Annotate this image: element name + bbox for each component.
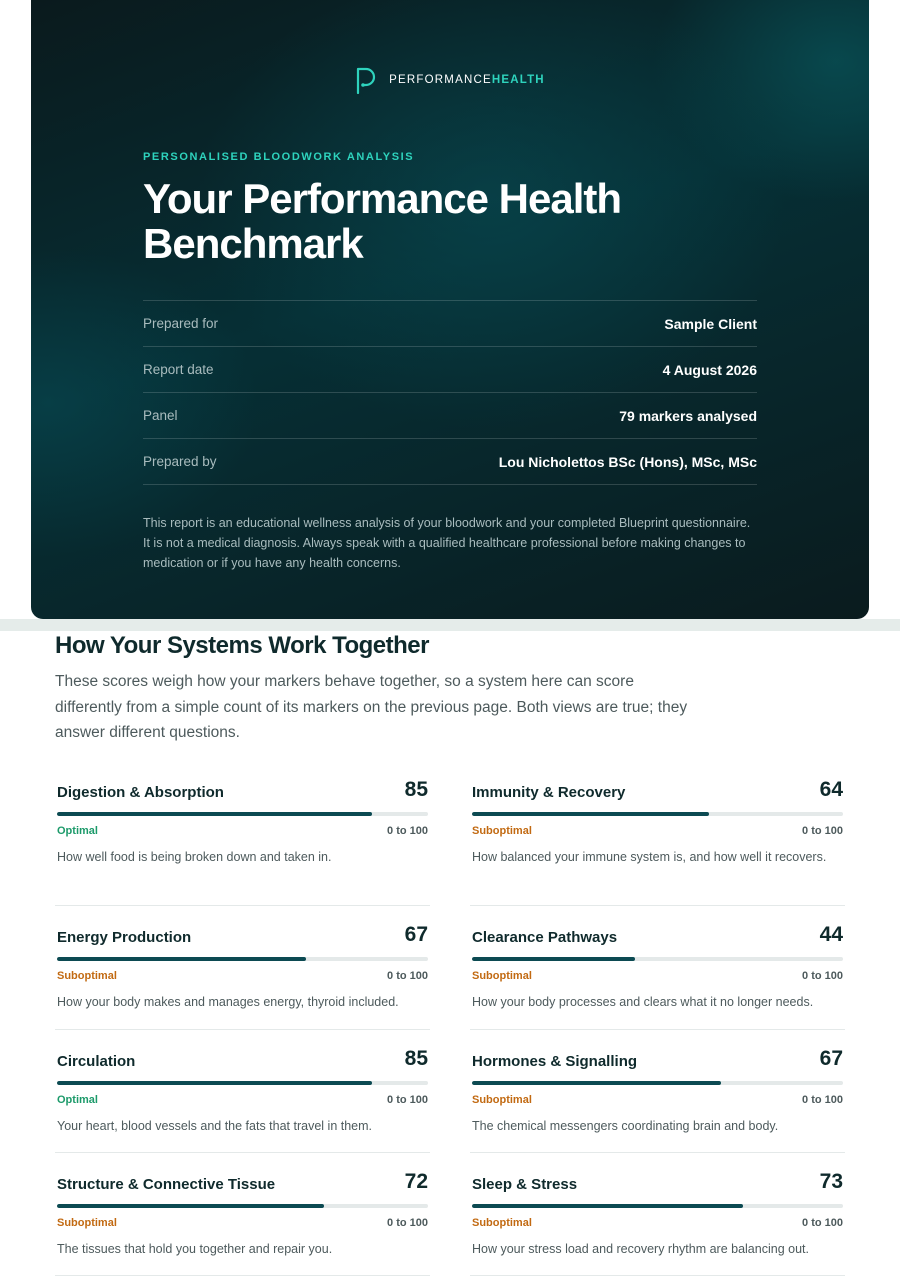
system-description: How your stress load and recovery rhythm are balancing out. bbox=[472, 1242, 809, 1256]
score-bar-track bbox=[57, 1204, 428, 1208]
disclaimer-text: This report is an educational wellness analysis of your bloodwork and your completed Blueprint questionnaire. It is not a medical diagnosis. Always speak with a qualified healthcare professional before making changes to medication or if you have any health concerns. bbox=[143, 516, 751, 570]
system-card-header bbox=[470, 772, 845, 802]
score-range: 0 to 100 bbox=[802, 825, 843, 837]
system-card bbox=[55, 1041, 430, 1137]
system-description: How balanced your immune system is, and how well it recovers. bbox=[472, 850, 827, 864]
system-card bbox=[55, 772, 430, 868]
system-card bbox=[470, 1041, 845, 1137]
system-description: How your body makes and manages energy, thyroid included. bbox=[57, 995, 399, 1009]
system-score: 85 bbox=[404, 1047, 428, 1070]
score-bar-fill bbox=[472, 1081, 721, 1085]
system-description: How your body processes and clears what it no longer needs. bbox=[472, 995, 814, 1009]
card-divider bbox=[470, 1029, 845, 1030]
score-bar-track bbox=[57, 812, 428, 816]
system-status: Optimal bbox=[57, 825, 98, 837]
score-range: 0 to 100 bbox=[387, 1094, 428, 1106]
system-status: Suboptimal bbox=[472, 825, 532, 837]
system-card-subline bbox=[470, 825, 845, 837]
cover-panel bbox=[31, 0, 869, 619]
brand-name-part2: HEALTH bbox=[491, 74, 545, 86]
system-name: Immunity & Recovery bbox=[472, 784, 626, 801]
system-card-subline bbox=[470, 970, 845, 982]
section-title: How Your Systems Work Together bbox=[55, 632, 429, 659]
system-name: Structure & Connective Tissue bbox=[57, 1176, 276, 1193]
score-bar-fill bbox=[57, 957, 306, 961]
card-divider bbox=[55, 1275, 430, 1276]
system-status: Optimal bbox=[57, 1094, 98, 1106]
system-card-header bbox=[55, 1164, 430, 1194]
system-card bbox=[470, 772, 845, 868]
score-bar-fill bbox=[472, 1204, 743, 1208]
system-card-header bbox=[470, 1164, 845, 1194]
system-card bbox=[55, 1164, 430, 1260]
system-description: The chemical messengers coordinating brain and body. bbox=[472, 1119, 779, 1133]
card-divider bbox=[55, 1029, 430, 1030]
brand-name bbox=[389, 74, 545, 86]
system-card bbox=[470, 1164, 845, 1260]
system-score: 64 bbox=[819, 778, 843, 801]
system-card-subline bbox=[55, 970, 430, 982]
score-bar-track bbox=[57, 957, 428, 961]
system-card-header bbox=[470, 1041, 845, 1071]
system-name: Sleep & Stress bbox=[472, 1176, 578, 1193]
system-description: Your heart, blood vessels and the fats that travel in them. bbox=[57, 1119, 373, 1133]
score-bar-track bbox=[472, 1081, 843, 1085]
system-status: Suboptimal bbox=[472, 1217, 532, 1229]
cover-eyebrow: PERSONALISED BLOODWORK ANALYSIS bbox=[143, 151, 415, 163]
meta-label: Report date bbox=[143, 362, 214, 377]
system-score: 67 bbox=[819, 1047, 843, 1070]
card-divider bbox=[470, 1275, 845, 1276]
score-range: 0 to 100 bbox=[802, 1094, 843, 1106]
system-name: Energy Production bbox=[57, 929, 192, 946]
meta-value: 79 markers analysed bbox=[619, 407, 757, 424]
system-card-subline bbox=[55, 1217, 430, 1229]
meta-value: Sample Client bbox=[664, 315, 757, 332]
p-monogram-logo-icon bbox=[355, 66, 379, 94]
system-name: Digestion & Absorption bbox=[57, 784, 224, 801]
score-range: 0 to 100 bbox=[387, 970, 428, 982]
system-card bbox=[470, 917, 845, 1013]
score-range: 0 to 100 bbox=[387, 825, 428, 837]
system-name: Hormones & Signalling bbox=[472, 1053, 638, 1070]
meta-label: Panel bbox=[143, 408, 178, 423]
system-card-header bbox=[55, 1041, 430, 1071]
card-divider bbox=[470, 905, 845, 906]
score-bar-fill bbox=[472, 957, 635, 961]
system-card-subline bbox=[470, 1217, 845, 1229]
report-title: Your Performance Health Benchmark bbox=[143, 175, 622, 267]
meta-label: Prepared by bbox=[143, 454, 217, 469]
system-score: 85 bbox=[404, 778, 428, 801]
system-card-subline bbox=[55, 825, 430, 837]
score-bar-fill bbox=[472, 812, 709, 816]
section-intro: These scores weigh how your markers behave together, so a system here can score differently from a simple count of its markers on the previous page. Both views are true; they answer different questions. bbox=[55, 673, 688, 741]
meta-value: Lou Nicholettos BSc (Hons), MSc, MSc bbox=[498, 453, 757, 470]
score-range: 0 to 100 bbox=[802, 1217, 843, 1229]
report-meta-table bbox=[143, 300, 757, 485]
brand-name-part1: PERFORMANCE bbox=[389, 74, 492, 86]
meta-value: 4 August 2026 bbox=[662, 361, 757, 378]
score-bar-track bbox=[57, 1081, 428, 1085]
meta-row-prepared-by bbox=[143, 439, 757, 485]
score-bar-track bbox=[472, 957, 843, 961]
system-card bbox=[55, 917, 430, 1013]
score-bar-fill bbox=[57, 1081, 372, 1085]
system-status: Suboptimal bbox=[57, 970, 117, 982]
system-score: 72 bbox=[404, 1170, 428, 1193]
card-divider bbox=[55, 905, 430, 906]
score-bar-track bbox=[472, 812, 843, 816]
system-score: 73 bbox=[819, 1170, 843, 1193]
score-bar-track bbox=[472, 1204, 843, 1208]
page-break-band bbox=[0, 619, 900, 631]
system-score: 67 bbox=[404, 923, 428, 946]
system-status: Suboptimal bbox=[57, 1217, 117, 1229]
score-bar-fill bbox=[57, 812, 372, 816]
system-score: 44 bbox=[819, 923, 843, 946]
system-card-subline bbox=[470, 1094, 845, 1106]
system-card-header bbox=[470, 917, 845, 947]
score-bar-fill bbox=[57, 1204, 324, 1208]
system-card-header bbox=[55, 772, 430, 802]
meta-row-panel bbox=[143, 393, 757, 439]
score-range: 0 to 100 bbox=[802, 970, 843, 982]
score-range: 0 to 100 bbox=[387, 1217, 428, 1229]
system-name: Clearance Pathways bbox=[472, 929, 618, 946]
system-description: The tissues that hold you together and repair you. bbox=[57, 1242, 333, 1256]
card-divider bbox=[470, 1152, 845, 1153]
meta-row-report-date bbox=[143, 347, 757, 393]
system-status: Suboptimal bbox=[472, 970, 532, 982]
system-description: How well food is being broken down and taken in. bbox=[57, 850, 332, 864]
meta-label: Prepared for bbox=[143, 316, 219, 331]
meta-row-prepared-for bbox=[143, 301, 757, 347]
card-divider bbox=[55, 1152, 430, 1153]
system-card-header bbox=[55, 917, 430, 947]
brand-logo bbox=[31, 66, 869, 94]
system-status: Suboptimal bbox=[472, 1094, 532, 1106]
system-name: Circulation bbox=[57, 1053, 136, 1070]
system-card-subline bbox=[55, 1094, 430, 1106]
